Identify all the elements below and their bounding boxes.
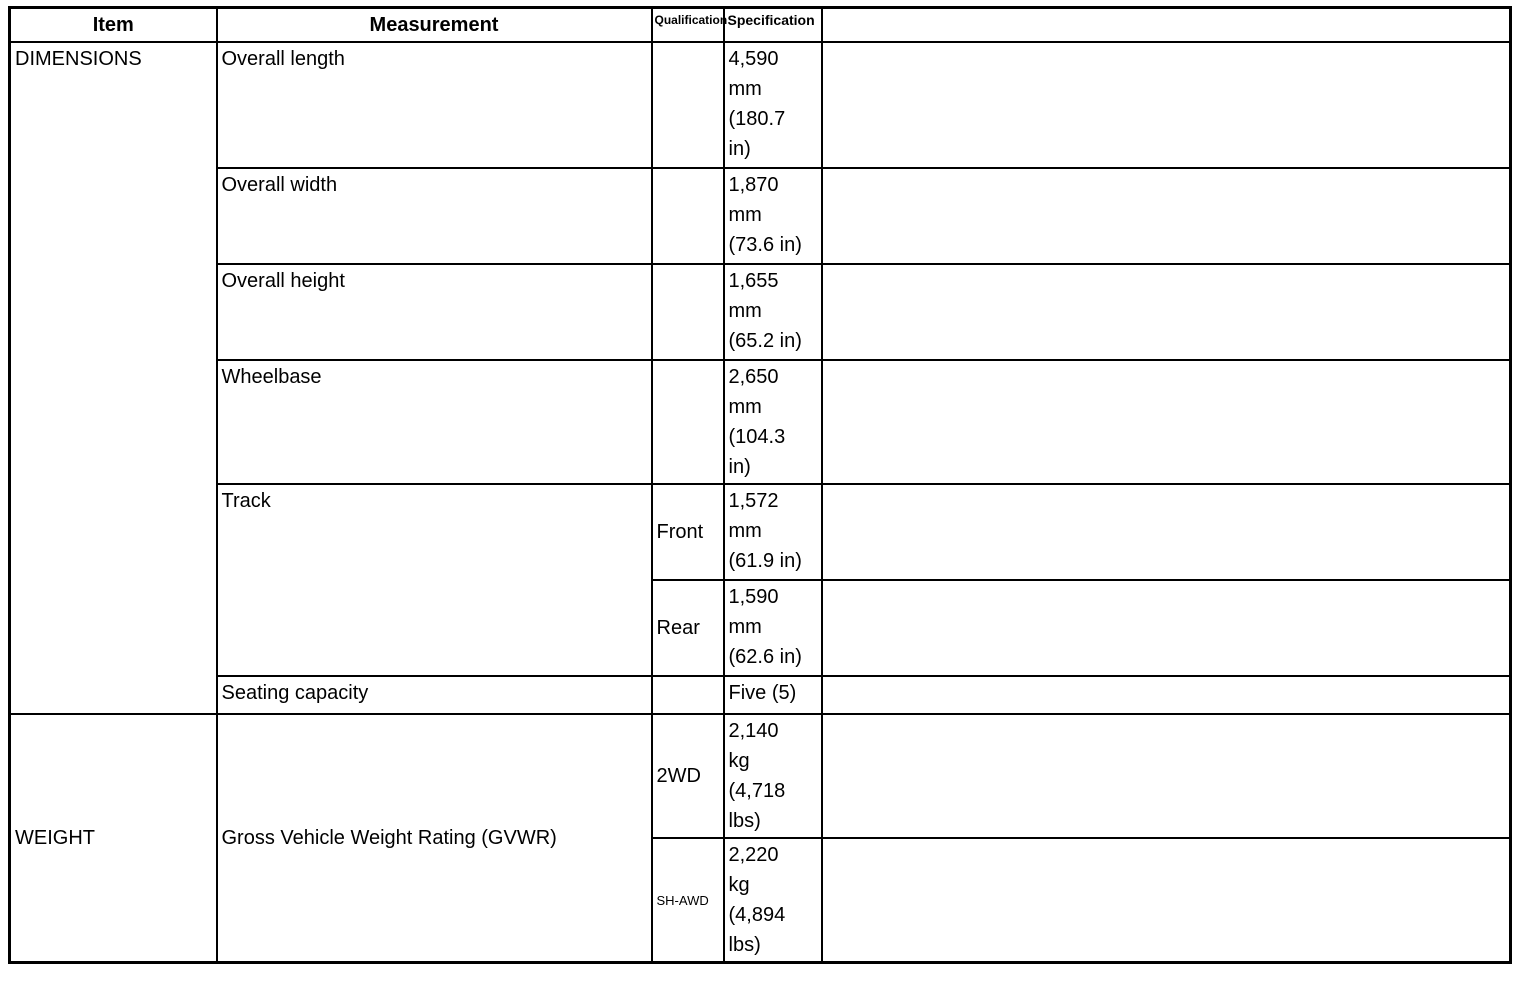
cell-track-front-qualification: Front (652, 484, 724, 580)
cell-wheelbase-qualification-empty (652, 360, 724, 484)
cell-gvwr-measurement: Gross Vehicle Weight Rating (GVWR) (217, 714, 652, 963)
cell-gvwr-sh-awd-qualification: SH-AWD (652, 838, 724, 963)
cell-track-rear-specification: 1,590 mm (62.6 in) (724, 580, 822, 676)
cell-overall-height-measurement: Overall height (217, 264, 652, 360)
filler-cell (822, 714, 1511, 838)
cell-track-rear-qualification: Rear (652, 580, 724, 676)
row-overall-height (10, 264, 1511, 360)
row-gvwr-2wd (10, 714, 1511, 838)
cell-gvwr-2wd-qualification: 2WD (652, 714, 724, 838)
cell-gvwr-2wd-specification: 2,140 kg (4,718 lbs) (724, 714, 822, 838)
row-wheelbase (10, 360, 1511, 484)
cell-track-measurement: Track (217, 484, 652, 676)
header-row (10, 8, 1511, 43)
cell-seating-capacity-specification: Five (5) (724, 676, 822, 714)
header-filler (822, 8, 1511, 43)
cell-weight-section: WEIGHT (10, 714, 217, 963)
cell-overall-height-specification: 1,655 mm (65.2 in) (724, 264, 822, 360)
cell-dimensions-section: DIMENSIONS (10, 42, 217, 714)
filler-cell (822, 676, 1511, 714)
header-qualification: Qualification (652, 8, 724, 43)
row-track-front (10, 484, 1511, 580)
filler-cell (822, 580, 1511, 676)
cell-gvwr-sh-awd-specification: 2,220 kg (4,894 lbs) (724, 838, 822, 963)
cell-overall-length-measurement: Overall length (217, 42, 652, 168)
specifications-table (8, 6, 1512, 964)
header-item: Item (10, 8, 217, 43)
filler-cell (822, 360, 1511, 484)
row-overall-width (10, 168, 1511, 264)
filler-cell (822, 42, 1511, 168)
row-overall-length (10, 42, 1511, 168)
cell-overall-width-measurement: Overall width (217, 168, 652, 264)
filler-cell (822, 484, 1511, 580)
cell-overall-length-qualification-empty (652, 42, 724, 168)
cell-track-front-specification: 1,572 mm (61.9 in) (724, 484, 822, 580)
cell-wheelbase-specification: 2,650 mm (104.3 in) (724, 360, 822, 484)
header-specification: Specification (724, 8, 822, 43)
filler-cell (822, 838, 1511, 963)
filler-cell (822, 168, 1511, 264)
cell-overall-width-qualification-empty (652, 168, 724, 264)
cell-overall-width-specification: 1,870 mm (73.6 in) (724, 168, 822, 264)
filler-cell (822, 264, 1511, 360)
cell-seating-capacity-qualification-empty (652, 676, 724, 714)
cell-overall-length-specification: 4,590 mm (180.7 in) (724, 42, 822, 168)
row-seating-capacity (10, 676, 1511, 714)
header-measurement: Measurement (217, 8, 652, 43)
cell-seating-capacity-measurement: Seating capacity (217, 676, 652, 714)
cell-wheelbase-measurement: Wheelbase (217, 360, 652, 484)
cell-overall-height-qualification-empty (652, 264, 724, 360)
